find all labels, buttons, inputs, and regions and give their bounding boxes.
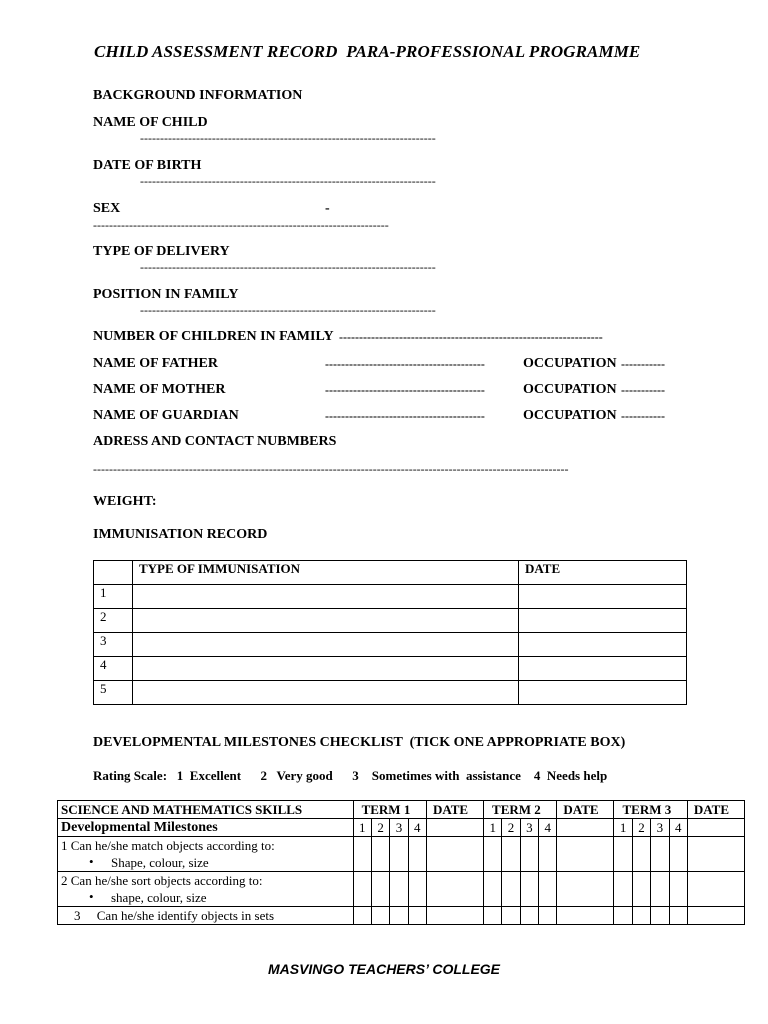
tick-box[interactable] [502,907,520,925]
tick-box[interactable] [651,872,669,907]
tick-box[interactable] [502,872,520,907]
tick-box[interactable] [390,837,408,872]
father-line: ---------------------------------------- [325,357,485,371]
tick-box[interactable] [669,872,687,907]
immunisation-type-cell[interactable] [133,585,519,609]
milestone-subitem [61,889,350,906]
tick-box[interactable] [371,837,389,872]
milestone-item [58,837,354,872]
table-row [94,657,687,681]
name-of-father-label: NAME OF FATHER [93,356,218,371]
rating-header: 1 [353,819,371,837]
father-occupation-label: OCCUPATION [523,356,617,371]
table-row [94,585,687,609]
tick-box[interactable] [502,837,520,872]
immunisation-date-cell[interactable] [519,633,687,657]
date-header: DATE [687,801,744,819]
address-label: ADRESS AND CONTACT NUBMBERS [93,434,337,449]
tick-box[interactable] [390,907,408,925]
table-row [58,872,745,907]
table-cell [687,819,744,837]
tick-box[interactable] [539,907,557,925]
rating-header: 4 [539,819,557,837]
rating-scale: Rating Scale: 1 Excellent 2 Very good 3 Sometimes with assistance 4 Needs help [93,768,608,783]
table-header-row [94,561,687,585]
skills-header: SCIENCE AND MATHEMATICS SKILLS [58,801,354,819]
mother-occupation-line: ----------- [621,383,665,397]
tick-box[interactable] [520,872,538,907]
address-line: ----------------------------------------------------------------------------------------------------------------------- [93,462,569,476]
sex-line: -------------------------------------------------------------------------- [93,218,389,232]
position-in-family-label: POSITION IN FAMILY [93,287,239,302]
tick-box[interactable] [539,837,557,872]
guardian-line: ---------------------------------------- [325,409,485,423]
dev-milestones-header: Developmental Milestones [58,819,354,837]
immunisation-type-cell[interactable] [133,633,519,657]
tick-box[interactable] [371,872,389,907]
page-footer: MASVINGO TEACHERS’ COLLEGE [267,961,501,977]
tick-box[interactable] [651,837,669,872]
tick-box[interactable] [669,907,687,925]
tick-box[interactable] [539,872,557,907]
background-heading: BACKGROUND INFORMATION [93,88,303,103]
number-of-children-line: ------------------------------------------------------------------ [339,330,603,344]
date-cell[interactable] [557,872,614,907]
tick-box[interactable] [353,837,371,872]
milestone-text: 2 Can he/she sort objects according to: [61,873,263,888]
table-row [58,907,745,925]
rating-header: 1 [484,819,502,837]
weight-label: WEIGHT: [93,494,157,509]
tick-box[interactable] [632,907,650,925]
milestones-heading: DEVELOPMENTAL MILESTONES CHECKLIST (TICK ONE APPROPRIATE BOX) [93,735,626,750]
immunisation-heading: IMMUNISATION RECORD [93,527,268,542]
rating-header: 2 [502,819,520,837]
tick-box[interactable] [353,872,371,907]
number-of-children-label: NUMBER OF CHILDREN IN FAMILY [93,329,334,344]
tick-box[interactable] [632,837,650,872]
father-occupation-line: ----------- [621,357,665,371]
column-header-date: DATE [519,561,687,585]
immunisation-type-cell[interactable] [133,609,519,633]
date-cell[interactable] [687,907,744,925]
tick-box[interactable] [651,907,669,925]
row-number: 2 [94,609,133,633]
tick-box[interactable] [484,907,502,925]
type-of-delivery-line: -------------------------------------------------------------------------- [140,260,436,274]
table-row [94,633,687,657]
milestone-text: 1 Can he/she match objects according to: [61,838,275,853]
tick-box[interactable] [408,837,426,872]
rating-header: 1 [614,819,632,837]
table-cell [557,819,614,837]
date-of-birth-label: DATE OF BIRTH [93,158,202,173]
date-header: DATE [557,801,614,819]
tick-box[interactable] [632,872,650,907]
name-of-guardian-label: NAME OF GUARDIAN [93,408,239,423]
milestone-subitem [61,854,350,871]
rating-header: 3 [390,819,408,837]
table-cell [426,819,483,837]
table-header-row [58,819,745,837]
tick-box[interactable] [669,837,687,872]
immunisation-date-cell[interactable] [519,657,687,681]
guardian-occupation-line: ----------- [621,409,665,423]
table-row [94,609,687,633]
date-cell[interactable] [687,872,744,907]
date-cell[interactable] [557,837,614,872]
tick-box[interactable] [614,907,632,925]
tick-box[interactable] [390,872,408,907]
immunisation-date-cell[interactable] [519,585,687,609]
tick-box[interactable] [371,907,389,925]
table-cell [94,561,133,585]
tick-box[interactable] [408,872,426,907]
milestone-item: 3 Can he/she identify objects in sets [58,907,354,925]
page-title: CHILD ASSESSMENT RECORD PARA-PROFESSIONAL PROGRAMME [94,42,641,61]
row-number: 4 [94,657,133,681]
mother-line: ---------------------------------------- [325,383,485,397]
column-header-type: TYPE OF IMMUNISATION [133,561,519,585]
table-header-row [58,801,745,819]
rating-header: 2 [632,819,650,837]
date-cell[interactable] [557,907,614,925]
immunisation-date-cell[interactable] [519,609,687,633]
tick-box[interactable] [614,837,632,872]
guardian-occupation-label: OCCUPATION [523,408,617,423]
milestone-subitem-text: shape, colour, size [111,890,207,905]
mother-occupation-label: OCCUPATION [523,382,617,397]
immunisation-date-cell[interactable] [519,681,687,705]
date-cell[interactable] [426,907,483,925]
tick-box[interactable] [484,872,502,907]
name-of-child-line: -------------------------------------------------------------------------- [140,131,436,145]
table-row [58,837,745,872]
date-of-birth-line: -------------------------------------------------------------------------- [140,174,436,188]
rating-header: 4 [669,819,687,837]
rating-header: 3 [651,819,669,837]
row-number: 5 [94,681,133,705]
name-of-child-label: NAME OF CHILD [93,115,208,130]
rating-header: 4 [408,819,426,837]
sex-dash: - [325,201,330,216]
rating-header: 3 [520,819,538,837]
tick-box[interactable] [353,907,371,925]
type-of-delivery-label: TYPE OF DELIVERY [93,244,230,259]
row-number: 1 [94,585,133,609]
tick-box[interactable] [408,907,426,925]
tick-box[interactable] [520,907,538,925]
milestone-item [58,872,354,907]
date-cell[interactable] [426,872,483,907]
term1-header: TERM 1 [353,801,426,819]
date-cell[interactable] [687,837,744,872]
tick-box[interactable] [614,872,632,907]
milestones-table [57,800,745,925]
name-of-mother-label: NAME OF MOTHER [93,382,226,397]
row-number: 3 [94,633,133,657]
sex-label: SEX [93,201,121,216]
milestone-subitem-text: Shape, colour, size [111,855,209,870]
immunisation-table [93,560,687,705]
tick-box[interactable] [520,837,538,872]
position-in-family-line: -------------------------------------------------------------------------- [140,303,436,317]
tick-box[interactable] [484,837,502,872]
immunisation-type-cell[interactable] [133,657,519,681]
table-row [94,681,687,705]
immunisation-type-cell[interactable] [133,681,519,705]
date-cell[interactable] [426,837,483,872]
date-header: DATE [426,801,483,819]
term2-header: TERM 2 [484,801,557,819]
rating-header: 2 [371,819,389,837]
term3-header: TERM 3 [614,801,687,819]
